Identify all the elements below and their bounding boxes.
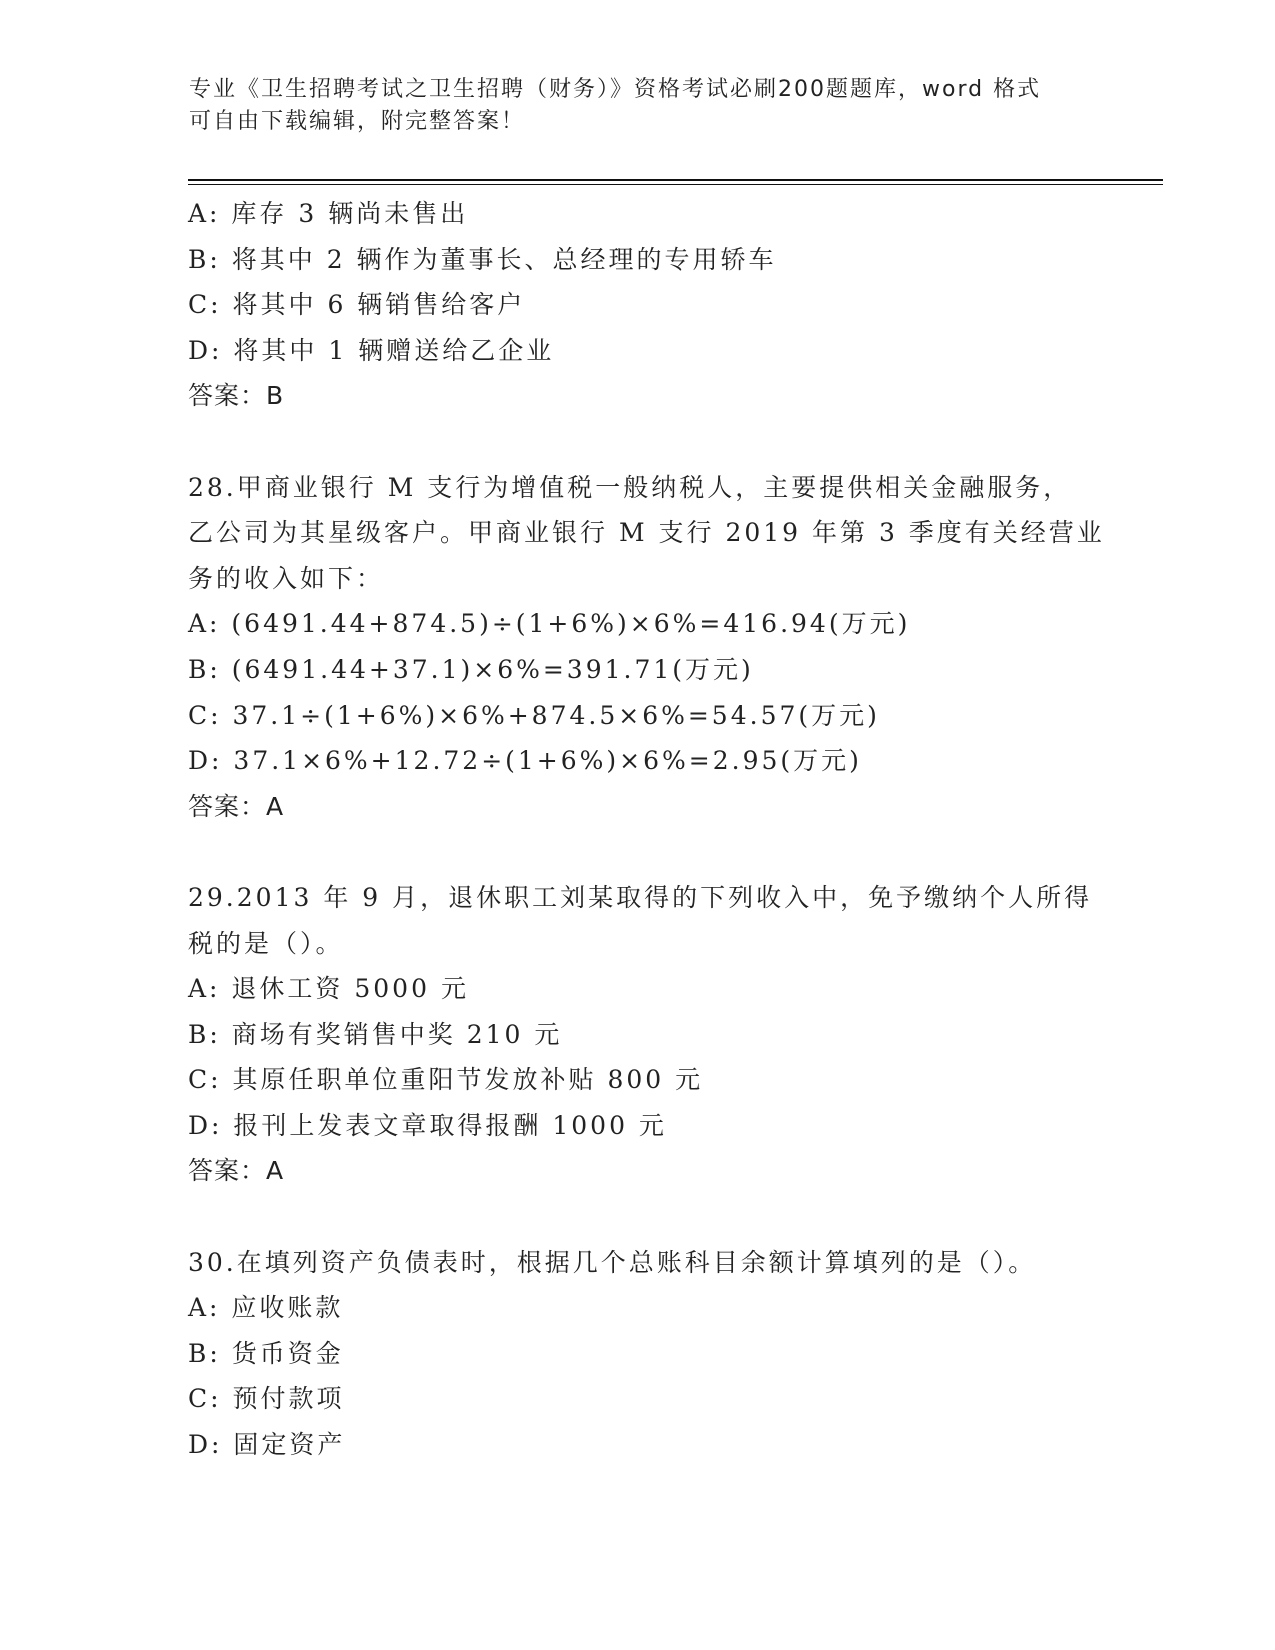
question-stem-line: 务的收入如下： bbox=[188, 563, 385, 593]
question-29 bbox=[188, 875, 1138, 1194]
option-b: B: 将其中 2 辆作为董事长、总经理的专用轿车 bbox=[188, 244, 777, 274]
option-b: B: (6491.44+37.1)×6%=391.71(万元) bbox=[188, 654, 754, 684]
question-stem-line: 税的是（）。 bbox=[188, 928, 344, 958]
option-d: D: 固定资产 bbox=[188, 1430, 346, 1460]
question-27 bbox=[188, 191, 1138, 419]
question-stem-line: 28.甲商业银行 M 支行为增值税一般纳税人，主要提供相关金融服务， bbox=[188, 472, 1072, 502]
option-c: C: 其原任职单位重阳节发放补贴 800 元 bbox=[188, 1065, 704, 1095]
option-a: A: (6491.44+874.5)÷(1+6%)×6%=416.94(万元) bbox=[188, 609, 911, 639]
option-a: A: 库存 3 辆尚未售出 bbox=[188, 199, 469, 228]
option-b: B: 商场有奖销售中奖 210 元 bbox=[188, 1019, 563, 1049]
question-30 bbox=[188, 1240, 1138, 1468]
document-header bbox=[189, 74, 1089, 138]
header-line-1: 专业《卫生招聘考试之卫生招聘（财务）》资格考试必刷200题题库，word 格式 bbox=[189, 77, 1042, 102]
spacer bbox=[188, 1194, 1138, 1240]
option-a: A: 退休工资 5000 元 bbox=[188, 974, 469, 1004]
spacer bbox=[188, 829, 1138, 875]
spacer bbox=[188, 419, 1138, 465]
question-list bbox=[188, 191, 1138, 1468]
option-d: D: 报刊上发表文章取得报酬 1000 元 bbox=[188, 1110, 667, 1140]
header-line-2: 可自由下载编辑，附完整答案！ bbox=[189, 109, 526, 134]
question-28 bbox=[188, 465, 1138, 830]
option-a: A: 应收账款 bbox=[188, 1293, 344, 1323]
question-stem-line: 乙公司为其星级客户。甲商业银行 M 支行 2019 年第 3 季度有关经营业 bbox=[188, 518, 1105, 548]
option-b: B: 货币资金 bbox=[188, 1338, 344, 1368]
answer-line: 答案：A bbox=[188, 1156, 285, 1186]
option-c: C: 37.1÷(1+6%)×6%+874.5×6%=54.57(万元) bbox=[188, 700, 880, 730]
header-rule-thick bbox=[188, 179, 1163, 181]
question-stem-line: 29.2013 年 9 月，退休职工刘某取得的下列收入中，免予缴纳个人所得 bbox=[188, 882, 1093, 912]
answer-line: 答案：A bbox=[188, 791, 285, 821]
question-stem-line: 30.在填列资产负债表时，根据几个总账科目余额计算填列的是（）。 bbox=[188, 1247, 1037, 1277]
option-d: D: 将其中 1 辆赠送给乙企业 bbox=[188, 335, 555, 365]
header-rule-thin bbox=[188, 184, 1163, 185]
option-c: C: 预付款项 bbox=[188, 1384, 345, 1414]
answer-line: 答案：B bbox=[188, 381, 285, 411]
option-c: C: 将其中 6 辆销售给客户 bbox=[188, 290, 526, 320]
option-d: D: 37.1×6%+12.72÷(1+6%)×6%=2.95(万元) bbox=[188, 746, 862, 776]
